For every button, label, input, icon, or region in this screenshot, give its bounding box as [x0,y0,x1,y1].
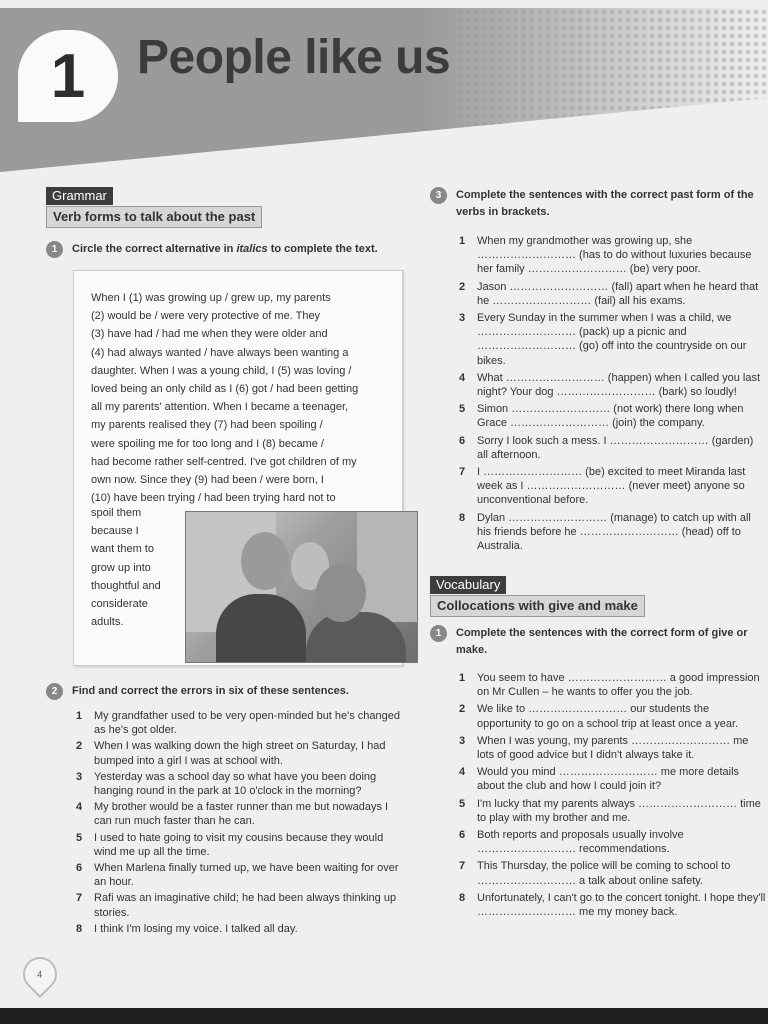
list-item: 3 Every Sunday in the summer when I was a child, we ……………………… (pack) up a picnic and ……………………… (go) off into the countryside on our bikes. [459,312,747,367]
list-item: 4 My brother would be a faster runner than me but nowadays I can run much faster than he can. [76,801,389,828]
exercise-instruction: Complete the sentences with the correct form of give or make. [456,627,748,656]
grammar-ex1-heading [46,241,416,258]
list-item: 6 Both reports and proposals usually involve ……………………… recommendations. [459,829,684,856]
vocabulary-ex1-heading [430,625,766,659]
text-line: (10) have been trying / had been trying hard not to [91,492,336,505]
text-line: daughter. When I was a young child, I (5) was loving / [91,364,352,377]
list-item: 8 I think I'm losing my voice. I talked all day. [76,922,298,935]
grammar-ex3 [430,187,766,556]
ex2-list [76,709,406,936]
list-item: 1 When my grandmother was growing up, she ……………………… (has to do without luxuries because her family ……………………… (be) very poor. [459,235,752,276]
list-item: 3 Yesterday was a school day so what have you been doing hanging round in the park at 10 o'clock in the morning? [76,770,377,798]
unit-title: People like us [137,31,451,84]
list-item: 8 Unfortunately, I can't go to the concert tonight. I hope they'll ……………………… me my money back. [459,891,766,919]
vocabulary-ex1 [430,625,766,919]
exercise-instruction: Circle the correct alternative in italics to complete the text. [72,243,378,255]
list-item: 6 Sorry I look such a mess. I ……………………… (garden) all afternoon. [459,434,754,461]
text-line: (3) have had / had me when they were older and [91,328,328,341]
list-item: 4 Would you mind ……………………… me more details about the club and how I could join it? [459,766,740,793]
text-line: (4) had always wanted / have always been wanting a [91,346,349,359]
ex3-list [459,234,766,553]
unit-header [0,0,768,175]
list-item: 1 You seem to have ……………………… a good impression on Mr Cullen – he wants to offer you the job. [459,672,760,699]
list-item: 7 This Thursday, the police will be coming to school to ……………………… a talk about online safety. [459,860,731,887]
list-item: 5 I'm lucky that my parents always ……………………… time to play with my brother and me. [459,797,761,824]
list-item: 2 Jason ……………………… (fall) apart when he heard that he ……………………… (fail) all his exams. [459,280,759,307]
page-number-badge [16,950,64,998]
grammar-ex2-heading [46,683,406,700]
text-line: (2) would be / were very protective of me. They [91,310,321,323]
vocabulary-tag: Vocabulary [430,576,506,594]
text-line: loved being an only child as I (6) got / had been getting [91,383,359,396]
page-number: 4 [37,969,43,980]
vocab-list [459,671,766,919]
exercise-number: 2 [46,683,63,700]
exercise-instruction: Find and correct the errors in six of these sentences. [72,685,349,697]
text-line: own now. Since they (9) had been / were born, I [91,474,324,487]
exercise-instruction: Complete the sentences with the correct past form of the verbs in brackets. [456,189,754,218]
list-item: 8 Dylan ……………………… (manage) to catch up with all his friends before he ……………………… (head) off to Australia. [459,511,751,553]
list-item: 1 My grandfather used to be very open-minded but he's changed as he's got older. [76,710,401,737]
list-item: 7 Rafi was an imaginative child; he had been always thinking up stories. [76,892,397,919]
unit-number-badge: 1 [18,30,118,122]
list-item: 3 When I was young, my parents ……………………… me lots of good advice but I didn't always take it. [459,734,749,762]
text-line: all my parents' attention. When I became a teenager, [91,401,349,414]
grammar-ex2 [46,683,406,938]
exercise-number: 1 [430,625,447,642]
text-line: When I (1) was growing up / grew up, my parents [91,292,331,304]
list-item: 5 I used to hate going to visit my cousins because they would wind me up all the time. [76,831,384,858]
grammar-tag: Grammar [46,187,113,205]
list-item: 4 What ……………………… (happen) when I called you last night? Your dog ……………………… (bark) so loudly! [459,371,761,399]
list-item: 2 We like to ……………………… our students the opportunity to go on a school trip at least once a year. [459,703,739,730]
reading-text [91,289,391,507]
list-item: 6 When Marlena finally turned up, we have been waiting for over an hour. [76,862,399,889]
text-line: my parents realised they (7) had been spoiling / [91,419,323,432]
list-item: 7 I ……………………… (be) excited to meet Miranda last week as I ……………………… (never meet) anyone so unconventional before. [459,466,746,507]
bottom-bar [0,1008,768,1024]
vocabulary-section [430,576,766,922]
grammar-section [46,187,416,258]
grammar-subtitle: Verb forms to talk about the past [46,206,262,228]
exercise-number: 1 [46,241,63,258]
exercise-number: 3 [430,187,447,204]
reading-text-tail: spoil them because I want them to grow up into thoughtful and considerate adults. [91,507,161,629]
list-item: 2 When I was walking down the high street on Saturday, I had bumped into a girl I was at school with. [76,740,386,767]
text-line: had become rather self-centred. I've got children of my [91,455,357,468]
text-line: were spoiling me for too long and I (8) became / [91,437,324,450]
grammar-ex3-heading [430,187,766,221]
vocabulary-subtitle: Collocations with give and make [430,595,645,617]
list-item: 5 Simon ……………………… (not work) there long when Grace ……………………… (join) the company. [459,403,744,430]
family-photo [185,511,418,663]
